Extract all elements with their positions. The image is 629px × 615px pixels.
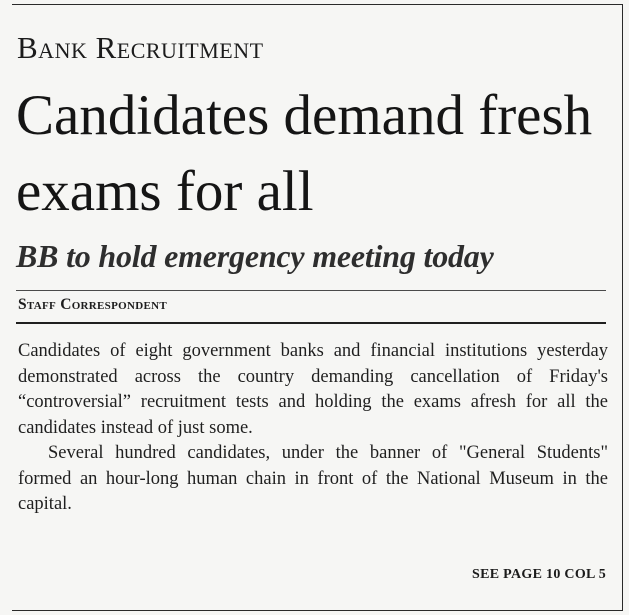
bottom-border xyxy=(12,610,623,611)
continued-jump-line: SEE PAGE 10 COL 5 xyxy=(472,567,606,582)
byline: Staff Correspondent xyxy=(18,296,167,313)
section-kicker: Bank Recruitment xyxy=(17,30,264,65)
article-paragraph: Several hundred candidates, under the banner of "General Students" formed an hour-long human chain in front of the National Museum in the capital. xyxy=(18,443,608,514)
subheadline: BB to hold emergency meeting today xyxy=(16,238,494,274)
article-paragraph: Candidates of eight government banks and financial institutions yesterday demonstrated across the country demanding cancellation of Friday's “controversial” recruitment tests and holding the exams afresh for all the candidates instead of just some. xyxy=(18,341,608,438)
headline: Candidates demand fresh exams for all xyxy=(16,84,593,223)
right-border xyxy=(622,4,623,611)
byline-divider xyxy=(16,322,606,324)
top-border xyxy=(12,4,623,5)
article-body xyxy=(18,339,608,518)
byline-top-divider xyxy=(16,290,606,291)
